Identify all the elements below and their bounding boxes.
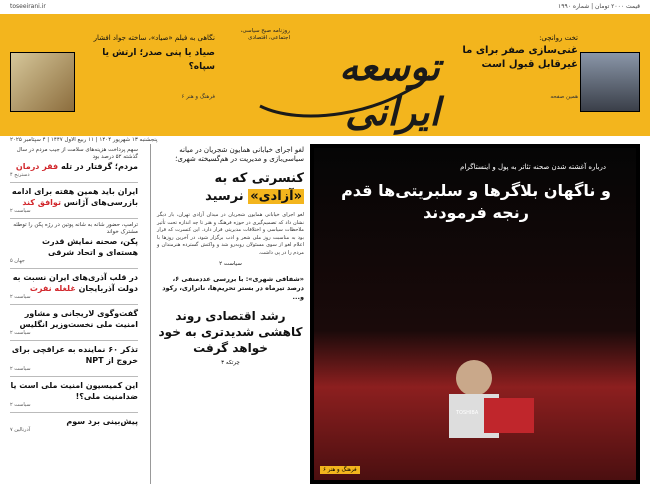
feature-section-tag: فرهنگ و هنر ۶	[320, 466, 360, 474]
list-item[interactable]	[10, 219, 138, 269]
left-column	[10, 144, 138, 484]
list-item[interactable]	[10, 269, 138, 305]
item-headline: پیش‌بینی برد سوم	[66, 417, 138, 426]
feature-headline[interactable]: و ناگهان بلاگرها و سلبریتی‌ها قدم رنجه فرمودند	[341, 181, 611, 222]
concert-headline-pre: کنسرتی که به	[214, 171, 304, 186]
item-head-text: مردم؛ گرفتار در تله	[60, 162, 138, 171]
item-highlight: غلغله نفرت	[29, 284, 76, 293]
item-ref: جهان ۵	[10, 258, 25, 264]
newspaper-logo[interactable]	[240, 16, 440, 134]
top-strip	[0, 0, 650, 14]
left-teaser-headline[interactable]: صیاد یا پنی صدر؛ ارتش یا سپاه؟	[102, 48, 215, 72]
official-photo	[580, 52, 640, 112]
logo-tagline: روزنامه صبح سیاسی، اجتماعی، اقتصادی	[240, 28, 290, 41]
feature-kicker: درباره آغشته شدن صحنه تئاتر به پول و اینستاگرام	[460, 163, 606, 171]
list-item[interactable]	[10, 305, 138, 341]
left-teaser-ref: فرهنگ و هنر ۶	[181, 94, 215, 100]
item-headline	[10, 161, 138, 172]
item-headline	[10, 186, 138, 208]
logo-text: توسعه ایرانی	[339, 44, 440, 134]
actor-figure-icon	[414, 358, 534, 438]
list-item[interactable]	[10, 341, 138, 377]
masthead-right-teaser[interactable]	[435, 22, 640, 122]
item-ref: سیاست ۲	[10, 294, 31, 300]
item-head-text: ایران باید همین هفته برای ادامه بازرسی‌های آژانس	[11, 187, 138, 207]
item-ref: سیاست ۲	[10, 208, 31, 214]
item-headline: این کمیسیون امنیت ملی است یا ضدامنیت ملی؟!	[10, 381, 138, 401]
economy-ref: چرتکه ۳	[221, 360, 240, 366]
item-kicker: سهم پرداخت هزینه‌های سلامت از جیب مردم در سال گذشته ۵۲ درصد بود	[16, 147, 138, 160]
item-kicker: ترامپ، حضور شانه به شانه پوتین در رژه پکن را توطئه مشترک خواند	[13, 222, 138, 235]
item-headline: گفت‌وگوی لاریجانی و مشاور امنیت ملی نخست‌وزیر انگلیس	[19, 309, 138, 329]
item-ref: سیاست ۲	[10, 402, 31, 408]
middle-column	[150, 144, 310, 484]
film-photo	[10, 52, 75, 112]
item-ref: سیاست ۲	[10, 366, 31, 372]
item-ref: آدرنالین ۷	[10, 427, 31, 433]
item-highlight: فقر درمان	[15, 162, 59, 171]
item-ref: دسترنج ۴	[10, 172, 30, 178]
feature-story[interactable]	[310, 144, 640, 484]
right-teaser-ref: همین صفحه	[550, 94, 578, 100]
list-item[interactable]	[10, 377, 138, 413]
item-headline: تذکر ۶۰ نماینده به عراقچی برای خروج از NPT	[11, 345, 138, 365]
issue-price: قیمت ۲۰۰۰ تومان | شماره ۱۹۹۰	[558, 3, 640, 10]
concert-subhead: لغو اجرای خیابانی همایون شجریان در میانه سیاسی‌بازی و مدیریت در هم‌گسیخته شهری؛	[175, 146, 304, 163]
list-item[interactable]	[10, 413, 138, 437]
concert-body: لغو اجرای خیابانی همایون شجریان در میدان آزادی تهران، بار دیگر نشان داد که تصمیم‌گیری در حوزه فرهنگ و هنر تا چه اندازه تحت تأثیر ملاحظات سیاسی و اختلافات مدیریتی قرار دارد. این کنسرت که قرار بود به مناسبت روز ملی شعر و ادب برگزار شود، در آخرین روزها با اعلام لغو از سوی مسئولان روبه‌رو شد و واکنش گسترده هنرمندان و مردم را در پی داشت.	[157, 212, 304, 256]
right-teaser-headline[interactable]: غنی‌سازی صفر برای ما غیرقابل قبول است	[462, 45, 578, 70]
concert-headline[interactable]	[157, 170, 304, 206]
site-url[interactable]: toseeirani.ir	[10, 3, 46, 10]
masthead	[0, 14, 650, 136]
left-teaser-kicker: نگاهی به فیلم «صیاد»، ساخته جواد افشار	[93, 34, 215, 42]
item-headline: پکن، صحنه نمایش قدرت هسته‌ای و اتحاد شرقی	[41, 237, 138, 257]
laptop-brand: TOSHIBA	[456, 410, 479, 416]
right-teaser-kicker: تخت روانچی:	[539, 34, 578, 42]
list-item[interactable]	[10, 183, 138, 219]
masthead-left-teaser[interactable]	[10, 22, 215, 122]
concert-headline-highlight: «آزادی»	[250, 189, 302, 204]
list-item[interactable]	[10, 144, 138, 183]
concert-ref: سیاست ۲	[219, 261, 242, 267]
concert-headline-post: نرسید	[205, 189, 244, 204]
item-headline	[10, 272, 138, 294]
item-highlight: توافق کند	[22, 198, 61, 207]
economy-kicker: «شفافی شهری»: با بررسی عددمنفی ۶، درصد تیرماه در بستر تحریم‌ها، ناترازی، رکود و...	[162, 275, 304, 301]
economy-headline[interactable]: رشد اقتصادی روند کاهشی شدیدتری به خود خواهد گرفت	[158, 309, 303, 355]
item-ref: سیاست ۲	[10, 330, 31, 336]
item-head-text: در قلب آذری‌های ایران نسبت به دولت آذربایجان	[12, 273, 138, 293]
date-text: پنجشنبه ۱۳ شهریور ۱۴۰۴ | ۱۱ ربیع الاول ۱۴۴۷ | ۴ سپتامبر ۲۰۲۵	[10, 137, 158, 143]
